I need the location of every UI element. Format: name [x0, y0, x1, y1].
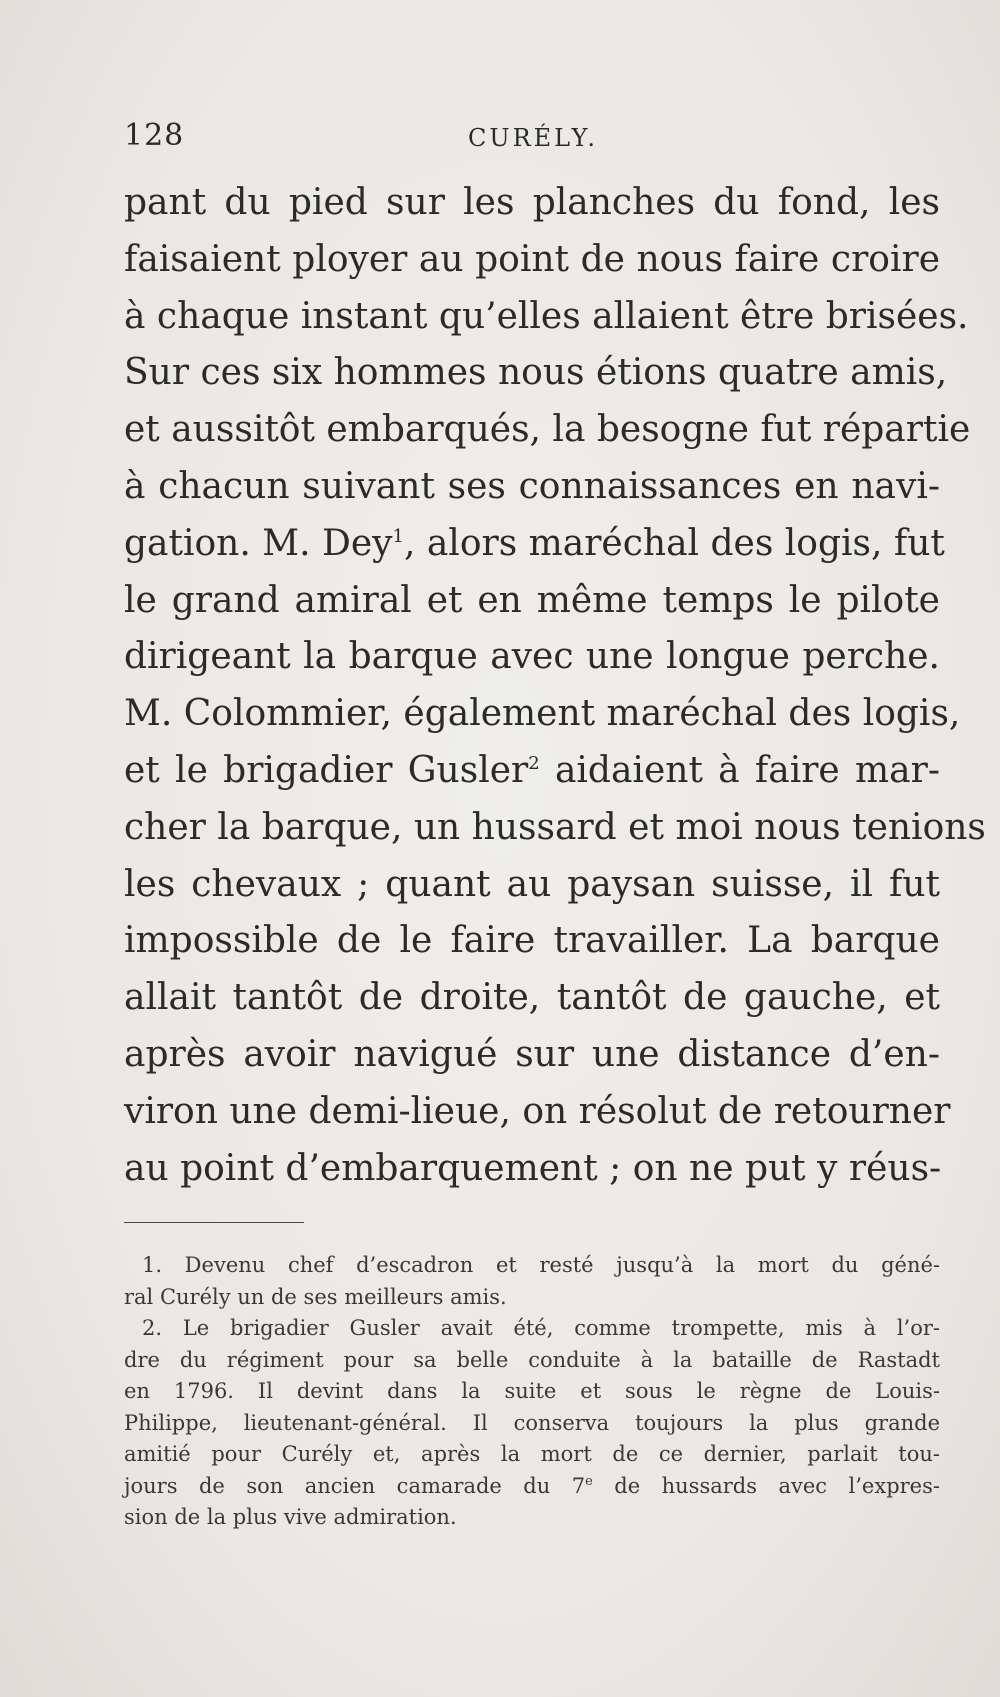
- text-line: au point d’embarquement ; on ne put y réus-: [124, 1147, 942, 1189]
- text-line: M. Colommier, également maréchal des logis,: [124, 693, 961, 735]
- text-segment: aidaient à faire mar-: [539, 749, 940, 791]
- footnote-line: 1. Devenu chef d’escadron et resté jusqu’à la mort du géné-: [142, 1253, 940, 1277]
- footnote-line: dre du régiment pour sa belle conduite à la bataille de Rastadt: [124, 1347, 940, 1372]
- text-segment: jours de son ancien camarade du 7: [124, 1473, 586, 1498]
- text-line: le grand amiral et en même temps le pilote: [124, 579, 940, 621]
- text-line: impossible de le faire travailler. La barque: [124, 920, 940, 962]
- text-line: cher la barque, un hussard et moi nous tenions: [124, 806, 986, 848]
- footnote-separator: [124, 1222, 304, 1223]
- text-segment: , alors maréchal des logis, fut: [403, 522, 945, 564]
- page-number: 128: [124, 118, 185, 153]
- text-line: [124, 516, 945, 573]
- text-line: faisaient ployer au point de nous faire croire: [124, 238, 940, 280]
- text-line: dirigeant la barque avec une longue perche.: [124, 636, 940, 678]
- body-text: [124, 175, 986, 1197]
- text-line: et aussitôt embarqués, la besogne fut répartie: [124, 409, 971, 451]
- text-line: les chevaux ; quant au paysan suisse, il fut: [124, 863, 940, 905]
- text-line: à chacun suivant ses connaissances en navi-: [124, 465, 940, 507]
- footnotes: [124, 1250, 940, 1534]
- text-line: [124, 743, 940, 800]
- footnote-line: 2. Le brigadier Gusler avait été, comme trompette, mis à l’or-: [142, 1316, 940, 1340]
- text-line: allait tantôt de droite, tantôt de gauche, et: [124, 977, 940, 1019]
- footnote-line: Philippe, lieutenant-général. Il conserva toujours la plus grande: [124, 1410, 940, 1435]
- footnote-line: amitié pour Curély et, après la mort de ce dernier, parlait tou-: [124, 1442, 940, 1466]
- page-header: [124, 118, 940, 158]
- text-line: viron une demi-lieue, on résolut de retourner: [124, 1090, 951, 1132]
- footnote-line: ral Curély un de ses meilleurs amis.: [124, 1284, 507, 1309]
- footnote-mark: 2: [528, 752, 540, 774]
- text-line: pant du pied sur les planches du fond, les: [124, 182, 940, 223]
- footnote-mark: 1: [392, 525, 404, 547]
- footnote-line: sion de la plus vive admiration.: [124, 1505, 457, 1529]
- footnote-line: en 1796. Il devint dans la suite et sous le règne de Louis-: [124, 1379, 940, 1403]
- text-segment: gation. M. Dey: [124, 522, 393, 564]
- text-line: Sur ces six hommes nous étions quatre amis,: [124, 352, 948, 394]
- text-segment: de hussards avec l’expres-: [592, 1473, 940, 1498]
- footnote-line: [124, 1471, 940, 1503]
- running-head: CURÉLY.: [468, 124, 598, 152]
- text-line: à chaque instant qu’elles allaient être brisées.: [124, 295, 969, 337]
- text-line: après avoir navigué sur une distance d’en-: [124, 1033, 940, 1075]
- text-segment: et le brigadier Gusler: [124, 749, 529, 791]
- superscript: e: [585, 1473, 593, 1489]
